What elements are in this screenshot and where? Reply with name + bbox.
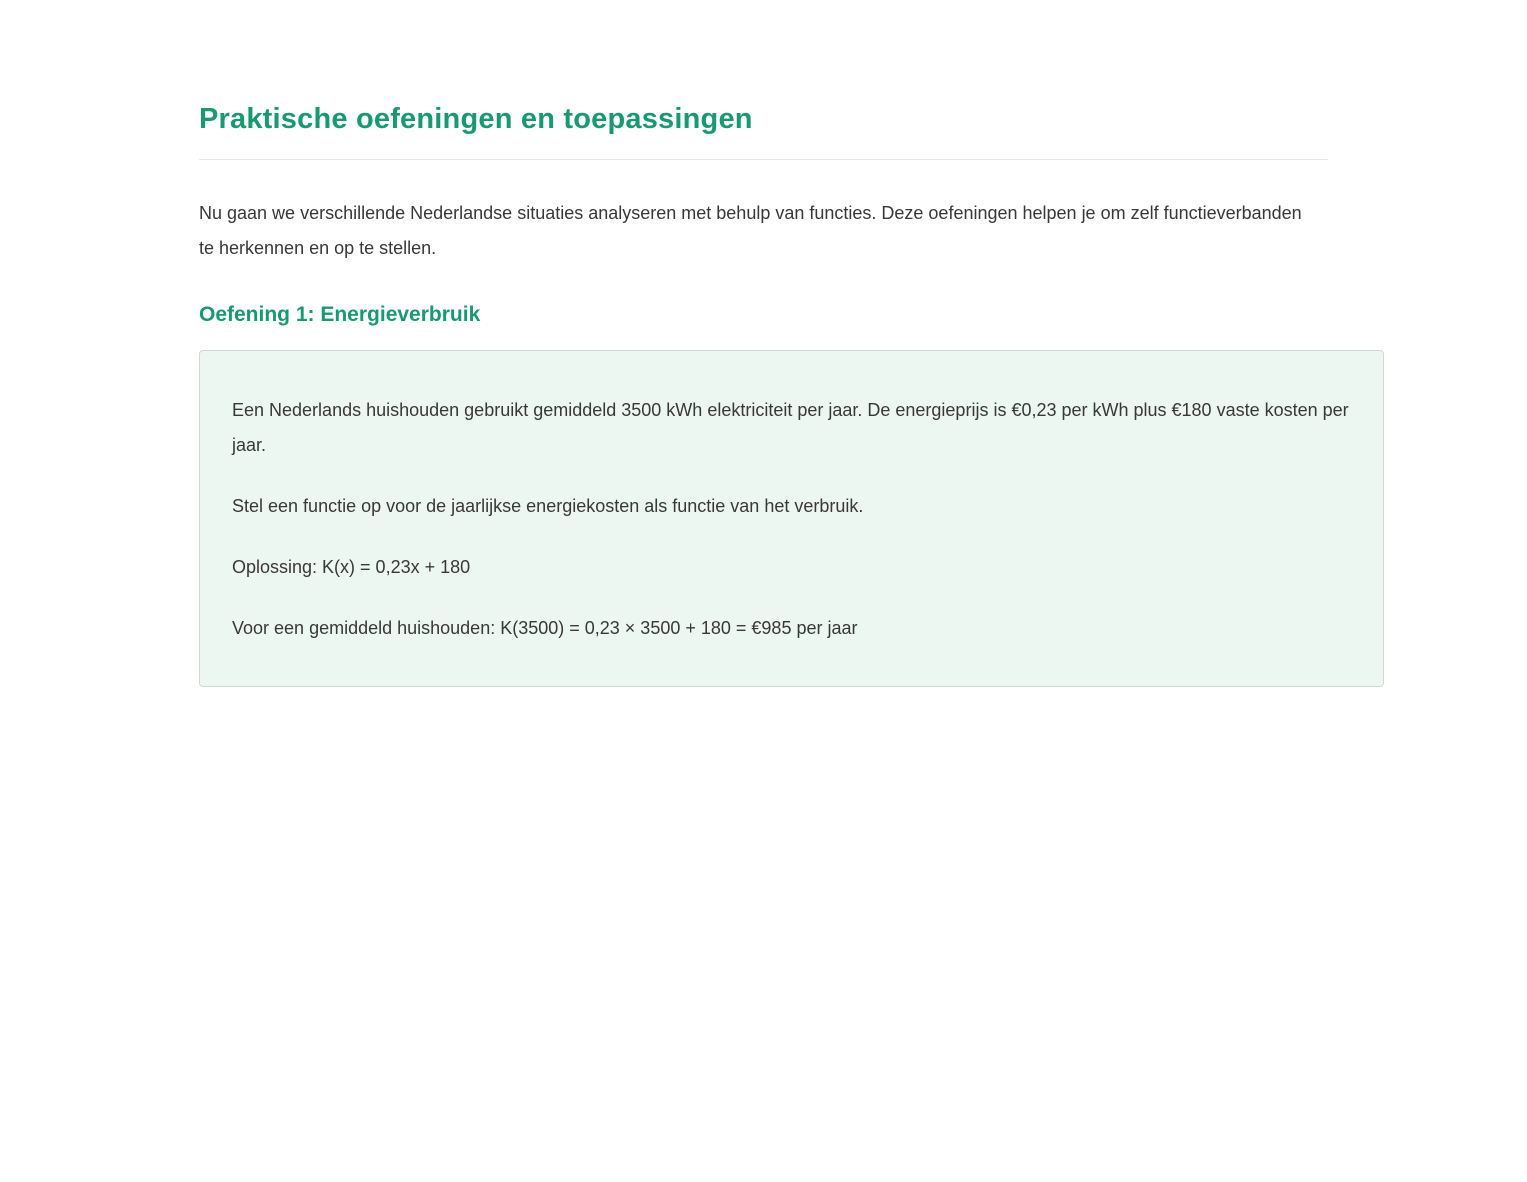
exercise-callout — [199, 350, 1384, 687]
callout-paragraph-task: Stel een functie op voor de jaarlijkse energiekosten als functie van het verbruik. — [232, 496, 864, 516]
intro-paragraph: Nu gaan we verschillende Nederlandse situaties analyseren met behulp van functies. Deze oefeningen helpen je om zelf functieverbanden te herkennen en op te stellen. — [199, 203, 1302, 258]
callout-paragraph-example: Voor een gemiddeld huishouden: K(3500) = 0,23 × 3500 + 180 = €985 per jaar — [232, 618, 858, 638]
page-title: Praktische oefeningen en toepassingen — [199, 103, 753, 135]
exercise-heading: Oefening 1: Energieverbruik — [199, 303, 481, 326]
callout-paragraph-problem: Een Nederlands huishouden gebruikt gemiddeld 3500 kWh elektriciteit per jaar. De energieprijs is €0,23 per kWh plus €180 vaste kosten per jaar. — [232, 400, 1349, 455]
title-divider — [199, 159, 1328, 160]
article-content — [199, 102, 1384, 687]
callout-paragraph-solution: Oplossing: K(x) = 0,23x + 180 — [232, 557, 471, 577]
